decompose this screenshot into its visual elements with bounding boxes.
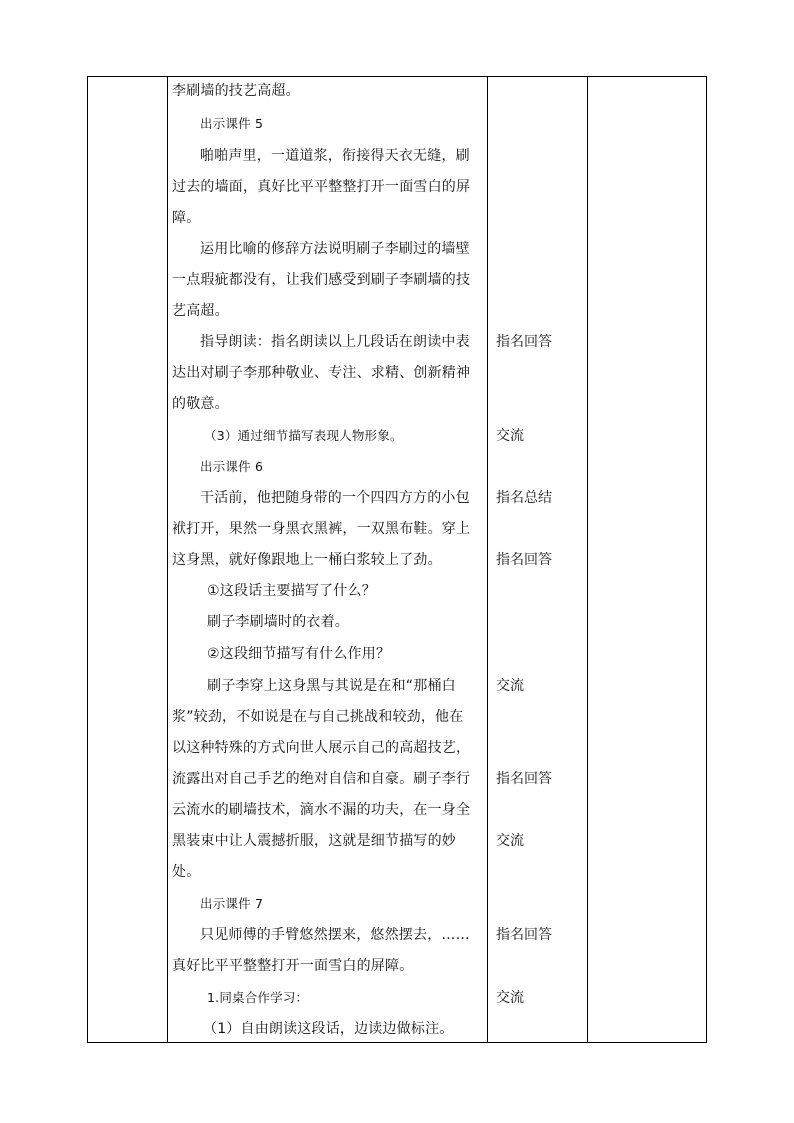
- section-heading: （3）通过细节描写表现人物形象。: [204, 428, 403, 443]
- content-line: 黑装束中让人震撼折服，这就是细节描写的妙: [172, 833, 456, 849]
- courseware-label: 出示课件 5: [200, 116, 264, 131]
- content-line: 只见师傅的手臂悠然摆来，悠然摆去，……: [200, 927, 470, 943]
- student-activity-note: 指名回答: [496, 334, 552, 350]
- table-left-border: [87, 76, 88, 1043]
- student-activity-note: 指名回答: [496, 552, 552, 568]
- table-bottom-border: [87, 1042, 707, 1043]
- courseware-label: 出示课件 6: [200, 459, 264, 474]
- courseware-label: 出示课件 7: [200, 896, 264, 911]
- content-line: 以这种特殊的方式向世人展示自己的高超技艺，: [172, 740, 471, 756]
- column-divider-1: [167, 76, 168, 1043]
- content-line: 袱打开，果然一身黑衣黑裤，一双黑布鞋。穿上: [172, 521, 471, 537]
- student-activity-note: 交流: [496, 990, 524, 1006]
- column-divider-3: [587, 76, 588, 1043]
- content-line: 真好比平平整整打开一面雪白的屏障。: [172, 958, 414, 974]
- content-line: 达出对刷子李那种敬业、专注、求精、创新精神: [172, 365, 471, 381]
- content-line: 啪啪声里，一道道浆，衔接得天衣无缝，刷: [200, 148, 470, 164]
- content-line: 指导朗读：指名朗读以上几段话在朗读中表: [200, 334, 470, 350]
- student-activity-note: 指名回答: [496, 771, 552, 787]
- question-line: ①这段话主要描写了什么？: [207, 583, 376, 599]
- activity-heading: 1.同桌合作学习：: [207, 990, 309, 1005]
- student-activity-note: 交流: [496, 678, 524, 694]
- content-line: 流露出对自己手艺的绝对自信和自豪。刷子李行: [172, 771, 471, 787]
- content-line: 刷子李穿上这身黑与其说是在和“那桶白: [207, 678, 456, 694]
- student-activity-note: 交流: [496, 428, 524, 444]
- content-line: 过去的墙面，真好比平平整整打开一面雪白的屏: [172, 179, 471, 195]
- content-line: 一点瑕疵都没有，让我们感受到刷子李刷墙的技: [172, 272, 471, 288]
- student-activity-note: 指名总结: [496, 490, 552, 506]
- content-line: 处。: [172, 864, 201, 880]
- content-line: 这身黑，就好像跟地上一桶白浆较上了劲。: [172, 552, 442, 568]
- content-line: 干活前，他把随身带的一个四四方方的小包: [200, 490, 470, 506]
- content-line: 李刷墙的技艺高超。: [172, 83, 300, 99]
- student-activity-note: 交流: [496, 833, 524, 849]
- content-line: 艺高超。: [172, 303, 229, 319]
- table-right-border: [706, 76, 707, 1043]
- content-line: 障。: [172, 210, 201, 226]
- content-line: 云流水的刷墙技术，滴水不漏的功夫，在一身全: [172, 802, 471, 818]
- column-divider-2: [487, 76, 488, 1043]
- content-line: 浆”较劲，不如说是在与自己挑战和较劲，他在: [172, 709, 464, 725]
- question-line: ②这段细节描写有什么作用？: [207, 646, 391, 662]
- content-line: 的敬意。: [172, 396, 229, 412]
- table-top-border: [87, 76, 707, 77]
- student-activity-note: 指名回答: [496, 927, 552, 943]
- answer-line: 刷子李刷墙时的衣着。: [207, 614, 349, 630]
- activity-step: （1）自由朗读这段话，边读边做标注。: [203, 1021, 454, 1037]
- content-line: 运用比喻的修辞方法说明刷子李刷过的墙壁: [200, 241, 470, 257]
